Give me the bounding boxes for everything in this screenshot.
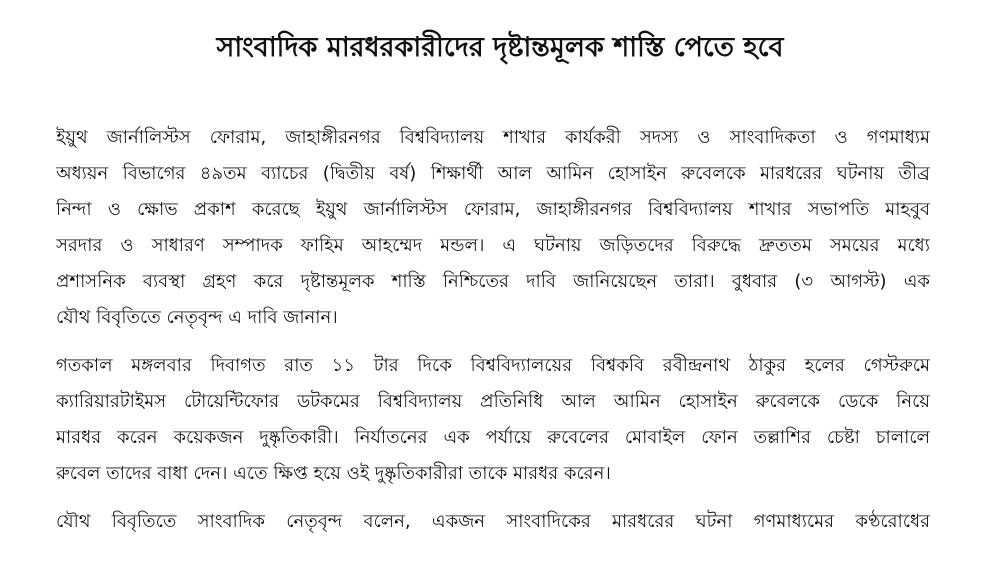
- paragraph-line: মারধর করেন কয়েকজন দুষ্কৃতিকারী। নির্যাতনের এক পর্যায়ে রুবেলের মোবাইল ফোন তল্লাশির চেষ্টা চালালে: [56, 427, 930, 448]
- article-body: [56, 120, 930, 552]
- paragraph-line: ইয়ুথ জার্নালিস্টস ফোরাম, জাহাঙ্গীরনগর বিশ্ববিদ্যালয় শাখার কার্যকরী সদস্য ও সাংবাদিকতা ও গণমাধ্যম: [56, 127, 930, 148]
- article-title: সাংবাদিক মারধরকারীদের দৃষ্টান্তমূলক শাস্তি পেতে হবে: [216, 32, 784, 63]
- paragraph-line: যৌথ বিবৃতিতে সাংবাদিক নেতৃবৃন্দ বলেন, একজন সাংবাদিকের মারধরের ঘটনা গণমাধ্যমের কণ্ঠরোধের: [56, 511, 930, 532]
- paragraph-line: প্রশাসনিক ব্যবস্থা গ্রহণ করে দৃষ্টান্তমূলক শাস্তি নিশ্চিতের দাবি জানিয়েছেন তারা। বুধবার (৩ আগস্ট) এক: [56, 271, 930, 292]
- paragraph-line: সরদার ও সাধারণ সম্পাদক ফাহিম আহম্মেদ মন্ডল। এ ঘটনায় জড়িতদের বিরুদ্ধে দ্রুততম সময়ের মধ্যে: [56, 235, 930, 256]
- paragraph-1: [56, 120, 930, 336]
- paragraph-line: ক্যারিয়ারটাইমস টোয়েন্টিফোর ডটকমের বিশ্ববিদ্যালয় প্রতিনিধি আল আমিন হোসাইন রুবেলকে ডেকে নিয়ে: [56, 391, 930, 412]
- paragraph-line: গতকাল মঙ্গলবার দিবাগত রাত ১১ টার দিকে বিশ্ববিদ্যালয়ের বিশ্বকবি রবীন্দ্রনাথ ঠাকুর হলের গেস্টরুমে: [56, 355, 930, 376]
- paragraph-line: যৌথ বিবৃতিতে নেতৃবৃন্দ এ দাবি জানান।: [56, 307, 338, 328]
- paragraph-line: অধ্যয়ন বিভাগের ৪৯তম ব্যাচের (দ্বিতীয় বর্ষ) শিক্ষার্থী আল আমিন হোসাইন রুবেলকে মারধরের ঘটনায় তীব্র: [56, 163, 930, 184]
- paragraph-line: নিন্দা ও ক্ষোভ প্রকাশ করেছে ইয়ুথ জার্নালিস্টস ফোরাম, জাহাঙ্গীরনগর বিশ্ববিদ্যালয় শাখার সভাপতি মাহবুব: [56, 199, 930, 220]
- paragraph-line: রুবেল তাদের বাধা দেন। এতে ক্ষিপ্ত হয়ে ওই দুষ্কৃতিকারীরা তাকে মারধর করেন।: [56, 463, 611, 484]
- paragraph-2: [56, 348, 930, 492]
- paragraph-3: [56, 504, 930, 540]
